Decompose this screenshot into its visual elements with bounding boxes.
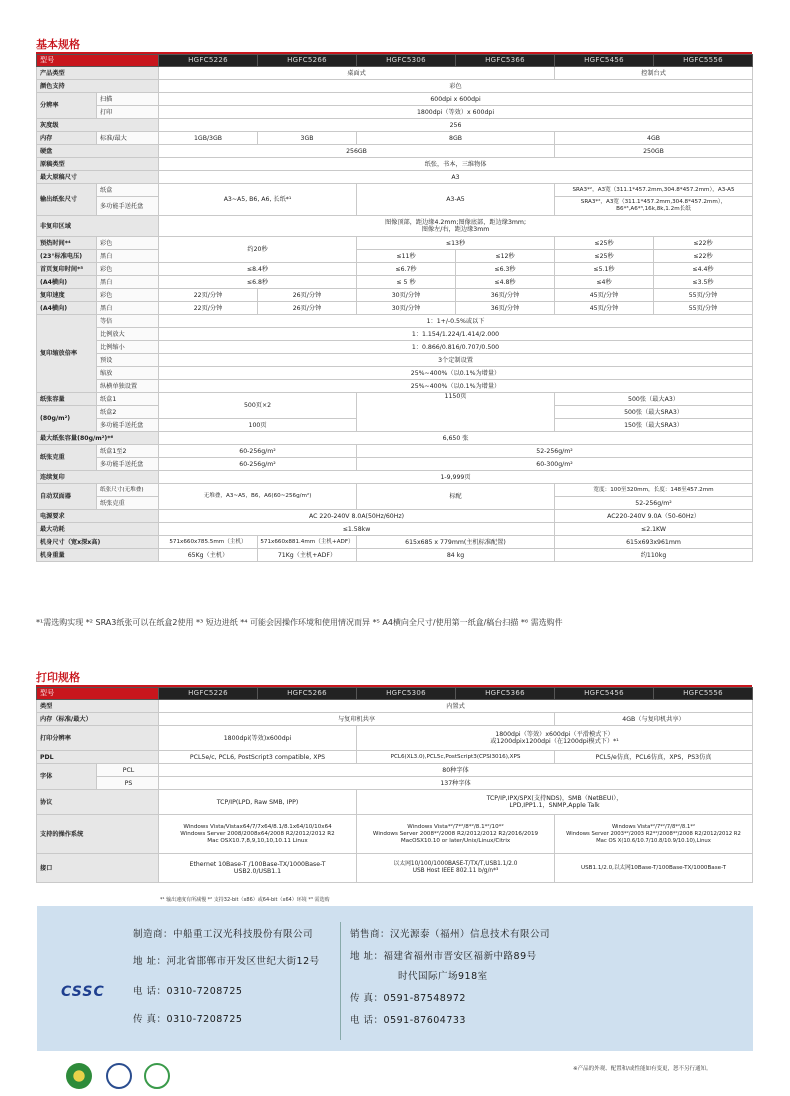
print-spec-title: 打印规格 (36, 671, 80, 684)
table-row: 纵横单独设置 25%~400%（以0.1%为增量） (37, 380, 753, 393)
model-name: HGFC5306 (357, 55, 456, 67)
table-row: 输出纸张尺寸 纸盒 A3~A5, B6, A6, 长纸*¹ A3-A5 SRA3*²，A3宽（311.1*457.2mm,304.8*457.2mm），A3-A5 (37, 184, 753, 197)
table-row: 自动双面器 纸张尺寸(无堆叠) 无堆叠，A3~A5，B6，A6(60~256g/m²) 标配 宽度：100至320mm，长度：148至457.2mm (37, 484, 753, 497)
table-row: 颜色支持 彩色 (37, 80, 753, 93)
eco-label-icon (66, 1063, 92, 1089)
table-row: 打印 1800dpi（等效）x 600dpi (37, 106, 753, 119)
table-row: PS 137种字体 (37, 777, 753, 790)
table-row: 产品类型 桌面式 控制台式 (37, 67, 753, 80)
table-row: 分辨率 扫描 600dpi x 600dpi (37, 93, 753, 106)
model-name: HGFC5226 (159, 688, 258, 700)
table-row: 多功能手送托盘 100页 150张（最大SRA3） (37, 419, 753, 432)
basic-spec-table (36, 54, 753, 562)
disclaimer-text: ※产品的外观、配置和/或性能如有变更，恕不另行通知。 (573, 1066, 712, 1072)
table-row: 比例缩小 1：0.866/0.816/0.707/0.500 (37, 341, 753, 354)
model-label: 型号 (37, 688, 159, 700)
maker-address: 地 址：河北省邯郸市开发区世纪大街12号 (133, 956, 320, 967)
certification-seal-icon (106, 1063, 132, 1089)
table-row: 原稿类型 纸张，书本，三维物体 (37, 158, 753, 171)
model-name: HGFC5366 (456, 55, 555, 67)
table-row: (80g/m²) 纸盒2 500张（最大SRA3） (37, 406, 753, 419)
seller-fax: 传 真：0591-87548972 (350, 993, 466, 1004)
table-row: 机身尺寸（宽x深x高) 571x660x785.5mm（主机） 571x660x881.4mm（主机+ADF） 615x685 x 779mm(主机标准配置) 615x693x961mm (37, 536, 753, 549)
table-row: (23°标准电压) 黑白 ≤11秒 ≤12秒 ≤25秒 ≤22秒 (37, 250, 753, 263)
model-header-row (37, 688, 753, 700)
model-name: HGFC5556 (654, 55, 753, 67)
print-footnote: *¹ 输出速度有所减慢 *² 支持32-bit（x86）或64-bit（x64）环境 *³ 需选购 (160, 897, 330, 903)
table-row: 预热时间*⁴ 彩色 约20秒 ≤13秒 ≤25秒 ≤22秒 (37, 237, 753, 250)
table-row: 缩放 25%~400%（以0.1%为增量） (37, 367, 753, 380)
table-row: 最大纸张容量(80g/m²)*⁶ 6,650 张 (37, 432, 753, 445)
table-row: PDL PCL5e/c, PCL6, PostScript3 compatible, XPS PCL6(XL3.0),PCL5c,PostScript3(CPSI3016),XPS PCL5/e仿真，PCL6仿真，XPS，PS3仿真 (37, 751, 753, 764)
table-row: 字体 PCL 80种字体 (37, 764, 753, 777)
seller-phone: 电 话：0591-87604733 (350, 1015, 466, 1026)
model-label: 型号 (37, 55, 159, 67)
table-row: 电源要求 AC 220-240V 8.0A(50Hz/60Hz) AC220-240V 9.0A（50-60Hz） (37, 510, 753, 523)
print-spec-section (36, 671, 752, 883)
table-row: 非复印区域 图像顶部，距边缘4.2mm;图像底部，距边缘3mm; 图像左/右，距边缘3mm (37, 216, 753, 237)
maker-phone: 电 话：0310-7208725 (133, 986, 243, 997)
maker-fax: 传 真：0310-7208725 (133, 1014, 243, 1025)
table-row: (A4横向) 黑白 ≤6.8秒 ≤ 5 秒 ≤4.8秒 ≤4秒 ≤3.5秒 (37, 276, 753, 289)
table-row: 内存（标准/最大） 与复印机共享 4GB（与复印机共享） (37, 713, 753, 726)
table-row: 复印速度 彩色 22页/分钟 26页/分钟 30页/分钟 36页/分钟 45页/分钟 55页/分钟 (37, 289, 753, 302)
seller-address-2: 时代国际广场918室 (398, 971, 488, 982)
table-row: 预设 3个定制设置 (37, 354, 753, 367)
table-row: 打印分辨率 1800dpi(等效)x600dpi 1800dpi（等效）x600dpi（平滑模式下） 或1200dpix1200dpi（在1200dpi模式下）*¹ (37, 726, 753, 751)
table-row: 最大原稿尺寸 A3 (37, 171, 753, 184)
model-name: HGFC5366 (456, 688, 555, 700)
table-row: 接口 Ethernet 10Base-T /100Base-TX/1000Base-T USB2.0/USB1.1 以太网10/100/1000BASE-T/TX/T,USB1.1/2.0 USB Host IEEE 802.11 b/g/n*³ USB1.1/2.0,以太网10Base-T/100Base-TX/1000Base-T (37, 854, 753, 883)
table-row: 复印缩放倍率 等倍 1：1+/-0.5%或以下 (37, 315, 753, 328)
cssc-logo: CSSC (61, 984, 105, 1000)
model-name: HGFC5456 (555, 55, 654, 67)
maker-name: 制造商：中船重工汉光科技股份有限公司 (133, 929, 314, 940)
table-row: 纸张容量 纸盒1 500页×2 1150页 500张（最大A3） (37, 393, 753, 406)
model-name: HGFC5266 (258, 55, 357, 67)
table-row: 连续复印 1-9,999页 (37, 471, 753, 484)
table-row: 首页复印时间*⁵ 彩色 ≤8.4秒 ≤6.7秒 ≤6.3秒 ≤5.1秒 ≤4.4秒 (37, 263, 753, 276)
model-name: HGFC5306 (357, 688, 456, 700)
model-name: HGFC5556 (654, 688, 753, 700)
table-row: 协议 TCP/IP(LPD, Raw SMB, IPP) TCP/IP,IPX/SPX(支持NDS)，SMB（NetBEUI）， LPD,IPP1.1，SNMP,Apple Talk (37, 790, 753, 815)
table-row: 比例放大 1：1.154/1.224/1.414/2.000 (37, 328, 753, 341)
table-row: 多功能手送托盘 60-256g/m² 60-300g/m² (37, 458, 753, 471)
table-row: 类型 内置式 (37, 700, 753, 713)
table-row: 最大功耗 ≤1.58kw ≤2.1KW (37, 523, 753, 536)
table-row: 纸张克重 纸盒1至2 60-256g/m² 52-256g/m² (37, 445, 753, 458)
basic-spec-title: 基本规格 (36, 38, 80, 51)
table-row: 纸张克重 52-256g/m² (37, 497, 753, 510)
table-row: 机身重量 65Kg（主机） 71Kg（主机+ADF） 84 kg 约110kg (37, 549, 753, 562)
basic-spec-section (36, 38, 752, 562)
model-name: HGFC5456 (555, 688, 654, 700)
basic-footnote: *¹需选购实现 *² SRA3纸张可以在纸盒2使用 *³ 短边进纸 *⁴ 可能会因操作环境和使用情况而异 *⁵ A4横向全尺寸/使用第一纸盒/稿台扫描 *⁶ 需选购件 (36, 618, 563, 627)
seller-address: 地 址：福建省福州市晋安区福新中路89号 (350, 951, 537, 962)
table-row: 多功能手送托盘 SRA3*²，A3宽（311.1*457.2mm,304.8*457.2mm），B6*³,A6*³,16k,8k,1.2m长纸 (37, 197, 753, 216)
model-header-row (37, 55, 753, 67)
print-spec-table (36, 687, 753, 883)
table-row: 内存 标准/最大 1GB/3GB 3GB 8GB 4GB (37, 132, 753, 145)
seller-name: 销售商：汉光源泰（福州）信息技术有限公司 (350, 929, 551, 940)
table-row: 硬盘 256GB 250GB (37, 145, 753, 158)
table-row: 灰度级 256 (37, 119, 753, 132)
model-name: HGFC5226 (159, 55, 258, 67)
table-row: (A4横向) 黑白 22页/分钟 26页/分钟 30页/分钟 36页/分钟 45页/分钟 55页/分钟 (37, 302, 753, 315)
table-row: 支持的操作系统 Windows Vista/Vistax64/7/7x64/8.1/8.1x64/10/10x64 Windows Server 2008/2008x64/2008 R2/2012/2012 R2 Mac OSX10.7,8,9,10,10,10.11 Linux Windows Vista*²/7*²/8*²/8.1*²/10*² Windows Server 2008*²/2008 R2/2012/2012 R2/2016/2019 MacOSX10.10 or later/Unix/Linux/Citrix Windows Vista*²/7*²/7/8*²/8.1*² Windows Server 2003*²/2003 R2*²/2008*²/2008 R2/2012/2012 R2 Mac OS X(10.6/10.7/10.8/10.9/10.10),Linux (37, 815, 753, 854)
banner-divider (340, 922, 341, 1040)
contact-banner (37, 906, 753, 1051)
recycle-icon (144, 1063, 170, 1089)
model-name: HGFC5266 (258, 688, 357, 700)
